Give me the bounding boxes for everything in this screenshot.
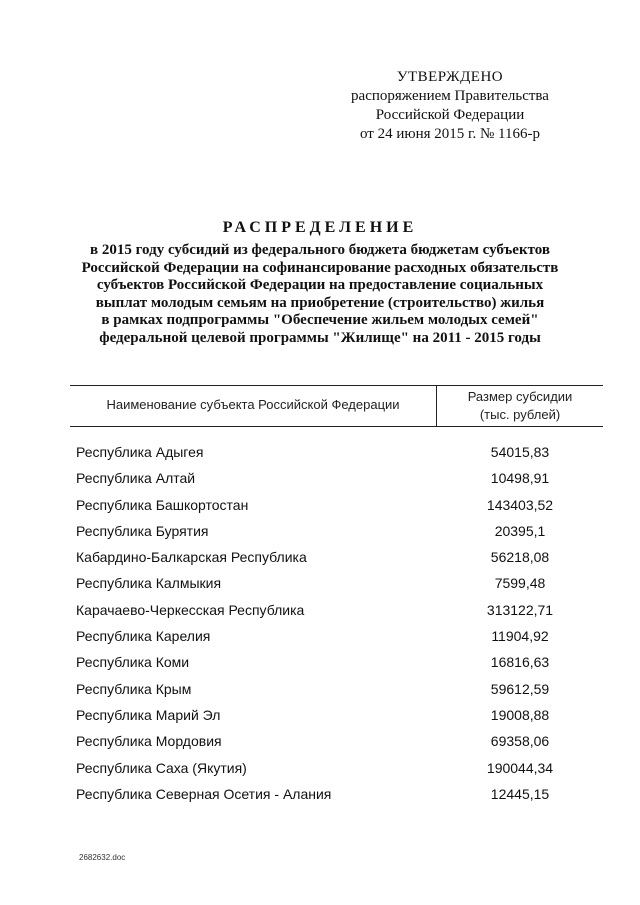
- region-name: Республика Крым: [76, 680, 192, 697]
- subtitle-line: выплат молодым семьям на приобретение (строительство) жилья: [95, 294, 545, 311]
- subsidy-value: 11904,92: [491, 628, 549, 645]
- region-name: Карачаево-Черкесская Республика: [76, 601, 305, 618]
- table-row: [70, 598, 603, 624]
- approval-line-3: от 24 июня 2015 г. № 1166-р: [360, 126, 540, 142]
- subtitle-line: федеральной целевой программы "Жилище" на 2011 - 2015 годы: [99, 329, 541, 346]
- document-title: РАСПРЕДЕЛЕНИЕ: [222, 219, 418, 236]
- table-row: [70, 440, 603, 466]
- subtitle-line: в рамках подпрограммы "Обеспечение жильем молодых семей": [101, 312, 539, 328]
- table-row: [70, 493, 603, 519]
- subtitle-line: Российской Федерации на софинансирование расходных обязательств: [81, 259, 559, 276]
- approval-line-2: Российской Федерации: [375, 107, 525, 123]
- table-body: [70, 440, 603, 808]
- subsidy-value: 20395,1: [494, 522, 546, 539]
- subsidy-value: 10498,91: [490, 470, 550, 487]
- table-row: [70, 571, 603, 597]
- subsidy-value: 56218,08: [490, 549, 550, 566]
- region-name: Кабардино-Балкарская Республика: [76, 549, 307, 566]
- subsidy-value: 69358,06: [490, 733, 550, 750]
- document-subtitle: [40, 242, 600, 347]
- approval-line-1: распоряжением Правительства: [351, 88, 549, 104]
- file-name-footer: 2682632.doc: [79, 853, 126, 862]
- subsidy-value: 19008,88: [490, 706, 550, 723]
- header-amount-line-1: Размер субсидии: [467, 389, 573, 404]
- subsidy-value: 143403,52: [486, 496, 554, 513]
- region-name: Республика Алтай: [76, 470, 196, 487]
- region-name: Республика Бурятия: [76, 522, 209, 539]
- subsidy-value: 12445,15: [490, 785, 550, 802]
- table-row: [70, 729, 603, 755]
- subtitle-line: субъектов Российской Федерации на предоставление социальных: [96, 277, 544, 293]
- table-row: [70, 624, 603, 650]
- subsidy-table: [70, 385, 603, 808]
- subsidy-value: 54015,83: [490, 444, 550, 460]
- subtitle-line: в 2015 году субсидий из федерального бюджета бюджетам субъектов: [90, 242, 550, 258]
- header-subsidy-amount: [437, 388, 603, 424]
- subsidy-value: 190044,34: [486, 759, 554, 776]
- header-amount-line-2: (тыс. рублей): [479, 407, 561, 422]
- subsidy-value: 313122,71: [486, 601, 554, 618]
- region-name: Республика Марий Эл: [76, 706, 221, 723]
- table-header: [70, 385, 603, 427]
- region-name: Республика Башкортостан: [76, 496, 249, 513]
- subsidy-value: 59612,59: [490, 680, 550, 697]
- table-row: [70, 545, 603, 571]
- approval-title: УТВЕРЖДЕНО: [396, 69, 504, 85]
- region-name: Республика Мордовия: [76, 733, 222, 750]
- region-name: Республика Саха (Якутия): [76, 759, 247, 776]
- region-name: Республика Коми: [76, 654, 190, 671]
- table-row: [70, 703, 603, 729]
- region-name: Республика Карелия: [76, 628, 211, 645]
- table-row: [70, 756, 603, 782]
- table-row: [70, 782, 603, 808]
- approval-block: [340, 68, 560, 144]
- header-subject-name: Наименование субъекта Российской Федерации: [106, 397, 400, 412]
- subsidy-value: 7599,48: [494, 575, 546, 592]
- subsidy-value: 16816,63: [490, 654, 550, 671]
- region-name: Республика Калмыкия: [76, 575, 222, 592]
- table-row: [70, 466, 603, 492]
- table-row: [70, 519, 603, 545]
- table-row: [70, 650, 603, 676]
- table-row: [70, 677, 603, 703]
- region-name: Республика Адыгея: [76, 444, 204, 460]
- region-name: Республика Северная Осетия - Алания: [76, 785, 332, 802]
